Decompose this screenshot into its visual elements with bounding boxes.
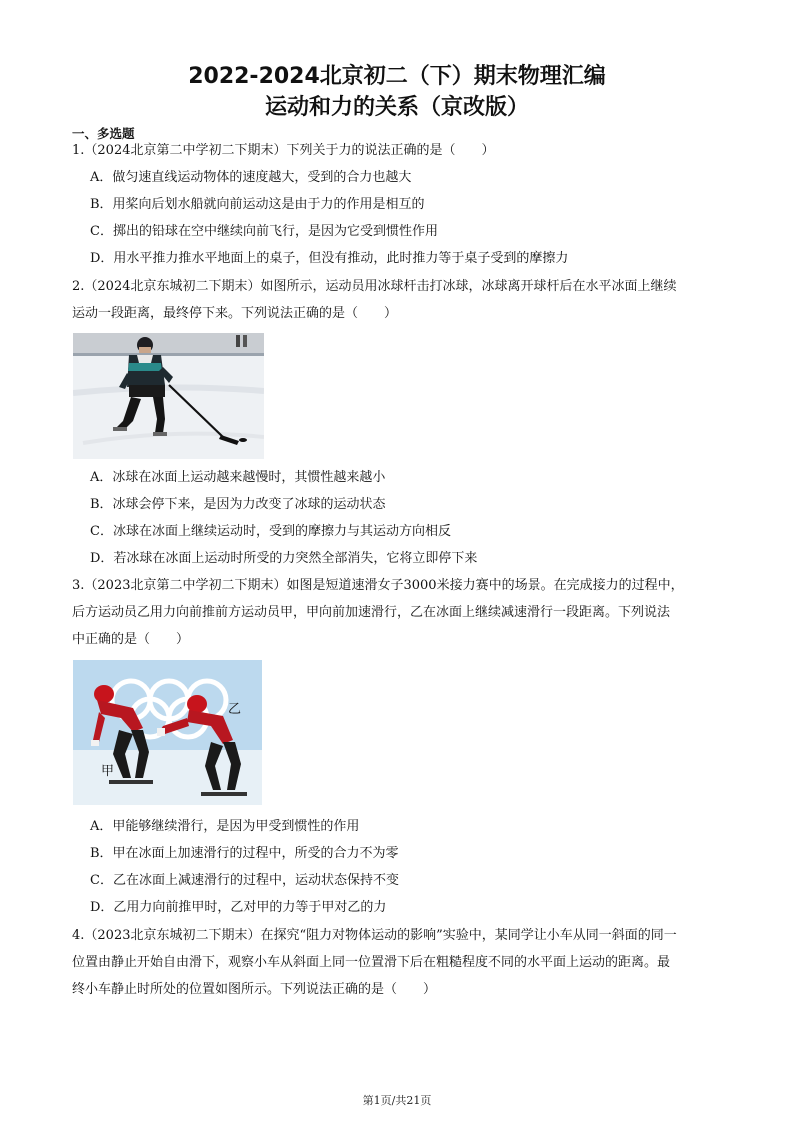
q3-option-c: C．乙在冰面上减速滑行的过程中，运动状态保持不变	[90, 873, 399, 888]
q3-option-a: A．甲能够继续滑行，是因为甲受到惯性的作用	[90, 819, 360, 834]
q1-option-b: B．用桨向后划水船就向前运动这是由于力的作用是相互的	[90, 197, 425, 212]
q2-option-d: D．若冰球在冰面上运动时所受的力突然全部消失，它将立即停下来	[90, 551, 478, 566]
q1-option-c: C．掷出的铅球在空中继续向前飞行，是因为它受到惯性作用	[90, 224, 438, 239]
q2-stem-line-2: 运动一段距离，最终停下来。下列说法正确的是（ ）	[72, 306, 398, 321]
q3-stem-line-3: 中正确的是（ ）	[72, 632, 190, 647]
q2-option-c: C．冰球在冰面上继续运动时，受到的摩擦力与其运动方向相反	[90, 524, 451, 539]
q4-stem-line-3: 终小车静止时所处的位置如图所示。下列说法正确的是（ ）	[72, 982, 437, 997]
q2-option-a: A．冰球在冰面上运动越来越慢时，其惯性越来越小	[90, 470, 386, 485]
q3-option-d: D．乙用力向前推甲时，乙对甲的力等于甲对乙的力	[90, 900, 387, 915]
document-subtitle: 运动和力的关系（京改版）	[264, 95, 529, 120]
label-yi: 乙	[228, 702, 242, 717]
q1-option-a: A．做匀速直线运动物体的速度越大，受到的合力也越大	[90, 170, 412, 185]
speed-skating-photo	[73, 660, 262, 805]
document-title: 2022-2024北京初二（下）期末物理汇编	[188, 64, 606, 89]
page-footer: 第1页/共21页	[362, 1094, 432, 1107]
q3-stem-line-2: 后方运动员乙用力向前推前方运动员甲，甲向前加速滑行，乙在冰面上继续减速滑行一段距离。下列说法	[72, 605, 671, 620]
q2-option-b: B．冰球会停下来，是因为力改变了冰球的运动状态	[90, 497, 386, 512]
label-jia: 甲	[101, 764, 115, 779]
q2-stem-line-1: 2.（2024北京东城初二下期末）如图所示，运动员用冰球杆击打冰球，冰球离开球杆后在水平冰面上继续	[72, 279, 677, 294]
q1-stem: 1.（2024北京第二中学初二下期末）下列关于力的说法正确的是（ ）	[72, 143, 495, 158]
section-heading: 一、多选题	[72, 126, 135, 141]
q4-stem-line-1: 4.（2023北京东城初二下期末）在探究“阻力对物体运动的影响”实验中，某同学让小车从同一斜面的同一	[72, 928, 677, 943]
q1-option-d: D．用水平推力推水平地面上的桌子，但没有推动，此时推力等于桌子受到的摩擦力	[90, 251, 569, 266]
q3-stem-line-1: 3.（2023北京第二中学初二下期末）如图是短道速滑女子3000米接力赛中的场景。在完成接力的过程中，	[72, 578, 684, 593]
q3-option-b: B．甲在冰面上加速滑行的过程中，所受的合力不为零	[90, 846, 399, 861]
q4-stem-line-2: 位置由静止开始自由滑下，观察小车从斜面上同一位置滑下后在粗糙程度不同的水平面上运动的距离。最	[72, 955, 671, 970]
ice-hockey-photo	[73, 333, 264, 459]
